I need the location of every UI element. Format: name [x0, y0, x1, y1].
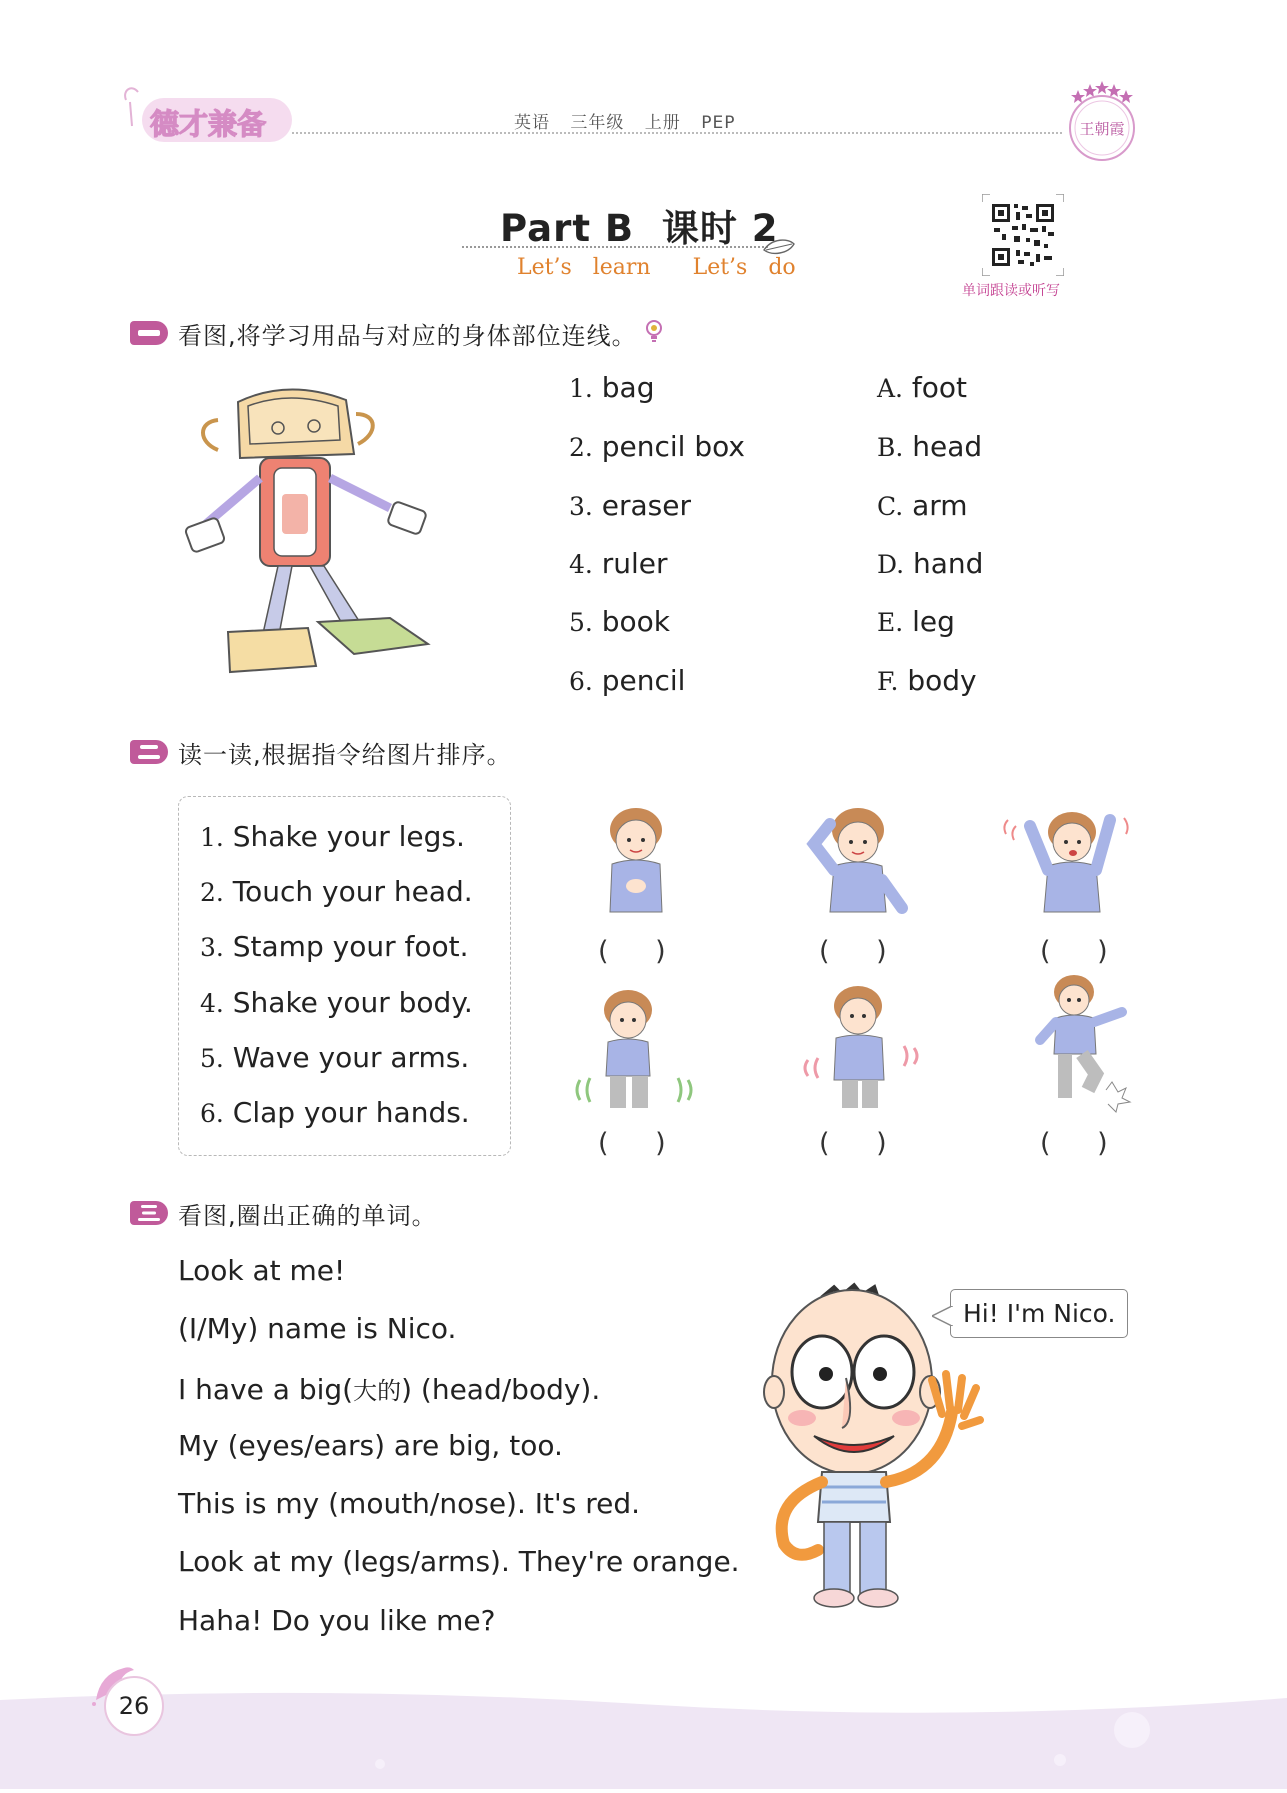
section-1-instruction: 看图,将学习用品与对应的身体部位连线。	[178, 321, 637, 350]
kid-stamping-foot-picture	[1026, 970, 1146, 1100]
brand-seal-text: 王朝霞	[1079, 120, 1125, 138]
reading-line[interactable]: I have a big(大的) (head/body).	[178, 1373, 601, 1406]
section-2-badge	[130, 740, 168, 764]
series-logo	[120, 82, 295, 148]
section-3-badge	[130, 1201, 168, 1225]
answer-blank[interactable]: ( )	[1040, 1128, 1108, 1159]
answer-blank[interactable]: ( )	[1040, 936, 1108, 967]
kid-touching-head-picture	[800, 800, 920, 930]
section-1-heading	[130, 318, 665, 348]
command-item: 2. Touch your head.	[200, 875, 473, 908]
reading-line[interactable]: (I/My) name is Nico.	[178, 1312, 457, 1345]
match-right-item: F. body	[877, 664, 977, 697]
speech-bubble-tail	[932, 1306, 954, 1330]
kid-shaking-legs-picture	[566, 984, 686, 1114]
section-2-instruction: 读一读,根据指令给图片排序。	[178, 740, 512, 769]
brand-seal	[1060, 76, 1144, 166]
reading-line[interactable]: Look at my (legs/arms). They're orange.	[178, 1545, 740, 1578]
match-right-item: E. leg	[877, 605, 955, 638]
footer-band	[0, 1690, 1287, 1789]
kid-clapping-hands-picture	[578, 800, 698, 930]
page-title: Part B 课时 2	[500, 207, 779, 250]
answer-blank[interactable]: ( )	[819, 1128, 887, 1159]
match-right-item: B. head	[877, 430, 983, 463]
match-right-item: C. arm	[877, 489, 968, 522]
reading-line: Haha! Do you like me?	[178, 1604, 496, 1637]
speech-bubble: Hi! I'm Nico.	[950, 1289, 1128, 1338]
section-3-instruction: 看图,圈出正确的单词。	[178, 1201, 437, 1230]
page-number: 26	[104, 1676, 164, 1736]
school-supplies-robot-illustration	[178, 382, 468, 702]
series-logo-text: 德才兼备	[150, 107, 267, 141]
match-left-item: 5. book	[569, 605, 671, 638]
reading-line: Look at me!	[178, 1254, 346, 1287]
match-left-item: 2. pencil box	[569, 430, 745, 463]
command-item: 6. Clap your hands.	[200, 1096, 470, 1129]
match-left-item: 4. ruler	[569, 547, 668, 580]
command-item: 5. Wave your arms.	[200, 1041, 470, 1074]
match-left-item: 3. eraser	[569, 489, 691, 522]
section-2-heading	[130, 737, 512, 767]
answer-blank[interactable]: ( )	[598, 936, 666, 967]
answer-blank[interactable]: ( )	[598, 1128, 666, 1159]
section-1-badge	[130, 321, 168, 345]
qr-code-icon[interactable]	[982, 194, 1064, 276]
header-subject-line: 英语 三年级 上册 PEP	[514, 113, 736, 133]
qr-caption: 单词跟读或听写	[962, 283, 1060, 299]
kid-shaking-body-picture	[794, 980, 914, 1110]
section-3-heading	[130, 1198, 437, 1228]
reading-line[interactable]: This is my (mouth/nose). It's red.	[178, 1487, 640, 1520]
command-item: 3. Stamp your foot.	[200, 930, 469, 963]
lesson-subtitle: Let’s learn Let’s do	[517, 255, 796, 280]
reading-line[interactable]: My (eyes/ears) are big, too.	[178, 1429, 563, 1462]
match-right-item: A. foot	[877, 371, 968, 404]
match-right-item: D. hand	[877, 547, 984, 580]
command-item: 1. Shake your legs.	[200, 820, 465, 853]
kid-waving-arms-picture	[1000, 796, 1120, 926]
match-left-item: 6. pencil	[569, 664, 686, 697]
command-item: 4. Shake your body.	[200, 986, 473, 1019]
match-left-item: 1. bag	[569, 371, 655, 404]
hint-bulb-icon[interactable]	[643, 318, 665, 348]
answer-blank[interactable]: ( )	[819, 936, 887, 967]
title-divider	[462, 246, 768, 248]
